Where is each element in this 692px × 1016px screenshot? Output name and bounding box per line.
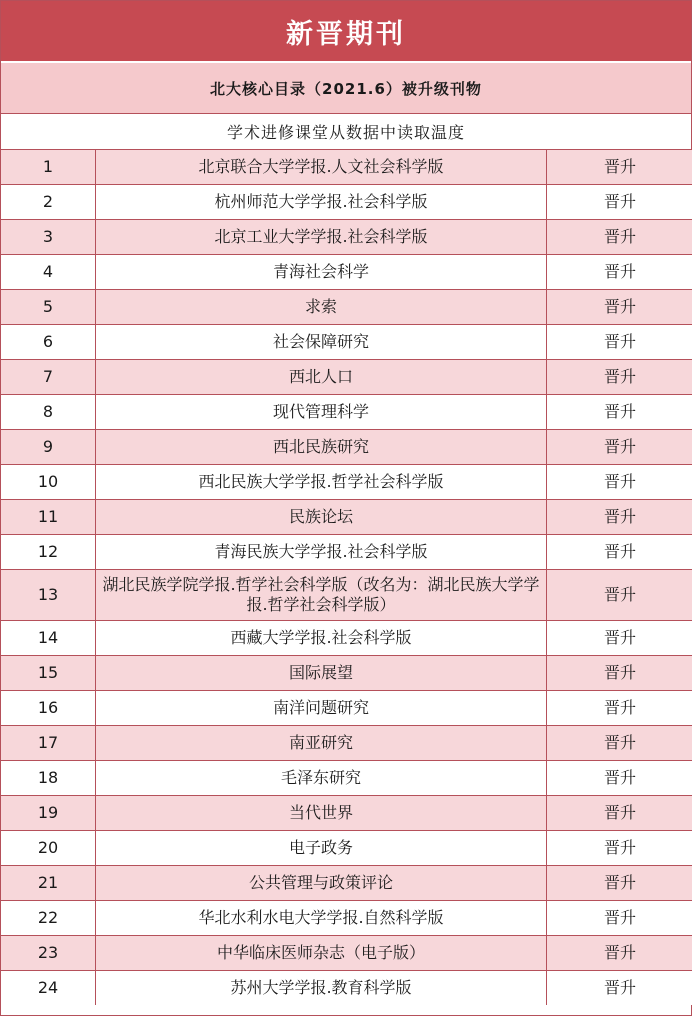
- journal-name: 西北民族研究: [96, 430, 547, 465]
- table-row: [1, 255, 692, 290]
- status-label: 晋升: [547, 430, 692, 465]
- journal-name: 电子政务: [96, 831, 547, 866]
- journal-name: 青海民族大学学报.社会科学版: [96, 535, 547, 570]
- table-row: [1, 465, 692, 500]
- table-row: [1, 535, 692, 570]
- row-number: 6: [1, 325, 96, 360]
- table-row: [1, 570, 692, 621]
- status-label: 晋升: [547, 360, 692, 395]
- row-number: 21: [1, 866, 96, 901]
- journal-name: 北京联合大学学报.人文社会科学版: [96, 150, 547, 185]
- row-number: 3: [1, 220, 96, 255]
- table-row: [1, 936, 692, 971]
- status-label: 晋升: [547, 866, 692, 901]
- journal-name: 中华临床医师杂志（电子版）: [96, 936, 547, 971]
- table-row: [1, 901, 692, 936]
- table-row: [1, 395, 692, 430]
- status-label: 晋升: [547, 796, 692, 831]
- row-number: 9: [1, 430, 96, 465]
- journal-name: 西藏大学学报.社会科学版: [96, 621, 547, 656]
- row-number: 5: [1, 290, 96, 325]
- status-label: 晋升: [547, 726, 692, 761]
- row-number: 7: [1, 360, 96, 395]
- table-row: [1, 621, 692, 656]
- journal-name: 求索: [96, 290, 547, 325]
- status-label: 晋升: [547, 761, 692, 796]
- journal-name: 国际展望: [96, 656, 547, 691]
- row-number: 20: [1, 831, 96, 866]
- status-label: 晋升: [547, 150, 692, 185]
- journal-name: 社会保障研究: [96, 325, 547, 360]
- journal-name: 民族论坛: [96, 500, 547, 535]
- row-number: 15: [1, 656, 96, 691]
- status-label: 晋升: [547, 570, 692, 621]
- status-label: 晋升: [547, 290, 692, 325]
- row-number: 24: [1, 971, 96, 1006]
- row-number: 17: [1, 726, 96, 761]
- status-label: 晋升: [547, 395, 692, 430]
- table-row: [1, 831, 692, 866]
- table-row: [1, 796, 692, 831]
- status-label: 晋升: [547, 465, 692, 500]
- row-number: 22: [1, 901, 96, 936]
- journal-name: 苏州大学学报.教育科学版: [96, 971, 547, 1006]
- list-subtitle: 北大核心目录（2021.6）被升级刊物: [1, 63, 691, 114]
- table-row: [1, 430, 692, 465]
- row-number: 2: [1, 185, 96, 220]
- table-row: [1, 971, 692, 1006]
- status-label: 晋升: [547, 185, 692, 220]
- table-row: [1, 185, 692, 220]
- row-number: 13: [1, 570, 96, 621]
- page-title: 新晋期刊: [1, 1, 691, 63]
- table-row: [1, 220, 692, 255]
- row-number: 18: [1, 761, 96, 796]
- row-number: 4: [1, 255, 96, 290]
- row-number: 14: [1, 621, 96, 656]
- journal-name: 南亚研究: [96, 726, 547, 761]
- journal-name: 毛泽东研究: [96, 761, 547, 796]
- journal-name: 公共管理与政策评论: [96, 866, 547, 901]
- status-label: 晋升: [547, 535, 692, 570]
- row-number: 11: [1, 500, 96, 535]
- table-row: [1, 691, 692, 726]
- journal-name: 华北水利水电大学学报.自然科学版: [96, 901, 547, 936]
- journal-name: 杭州师范大学学报.社会科学版: [96, 185, 547, 220]
- row-number: 1: [1, 150, 96, 185]
- journal-name: 现代管理科学: [96, 395, 547, 430]
- table-row: [1, 500, 692, 535]
- row-number: 12: [1, 535, 96, 570]
- row-number: 19: [1, 796, 96, 831]
- journal-name: 青海社会科学: [96, 255, 547, 290]
- row-number: 23: [1, 936, 96, 971]
- table-row: [1, 290, 692, 325]
- status-label: 晋升: [547, 901, 692, 936]
- row-number: 10: [1, 465, 96, 500]
- status-label: 晋升: [547, 255, 692, 290]
- status-label: 晋升: [547, 691, 692, 726]
- table-row: [1, 866, 692, 901]
- table-row: [1, 150, 692, 185]
- journal-name: 南洋问题研究: [96, 691, 547, 726]
- table-row: [1, 360, 692, 395]
- status-label: 晋升: [547, 656, 692, 691]
- status-label: 晋升: [547, 621, 692, 656]
- status-label: 晋升: [547, 831, 692, 866]
- table-row: [1, 761, 692, 796]
- status-label: 晋升: [547, 936, 692, 971]
- table-row: [1, 325, 692, 360]
- row-number: 8: [1, 395, 96, 430]
- row-number: 16: [1, 691, 96, 726]
- status-label: 晋升: [547, 220, 692, 255]
- journal-name: 西北人口: [96, 360, 547, 395]
- table-row: [1, 726, 692, 761]
- status-label: 晋升: [547, 325, 692, 360]
- journal-name: 北京工业大学学报.社会科学版: [96, 220, 547, 255]
- status-label: 晋升: [547, 500, 692, 535]
- table-row: [1, 656, 692, 691]
- journal-name: 西北民族大学学报.哲学社会科学版: [96, 465, 547, 500]
- tagline: 学术进修课堂从数据中读取温度: [1, 114, 691, 150]
- journal-table: [1, 150, 692, 1005]
- status-label: 晋升: [547, 971, 692, 1006]
- journal-name: 当代世界: [96, 796, 547, 831]
- journal-name: 湖北民族学院学报.哲学社会科学版（改名为：湖北民族大学学报.哲学社会科学版）: [96, 570, 547, 621]
